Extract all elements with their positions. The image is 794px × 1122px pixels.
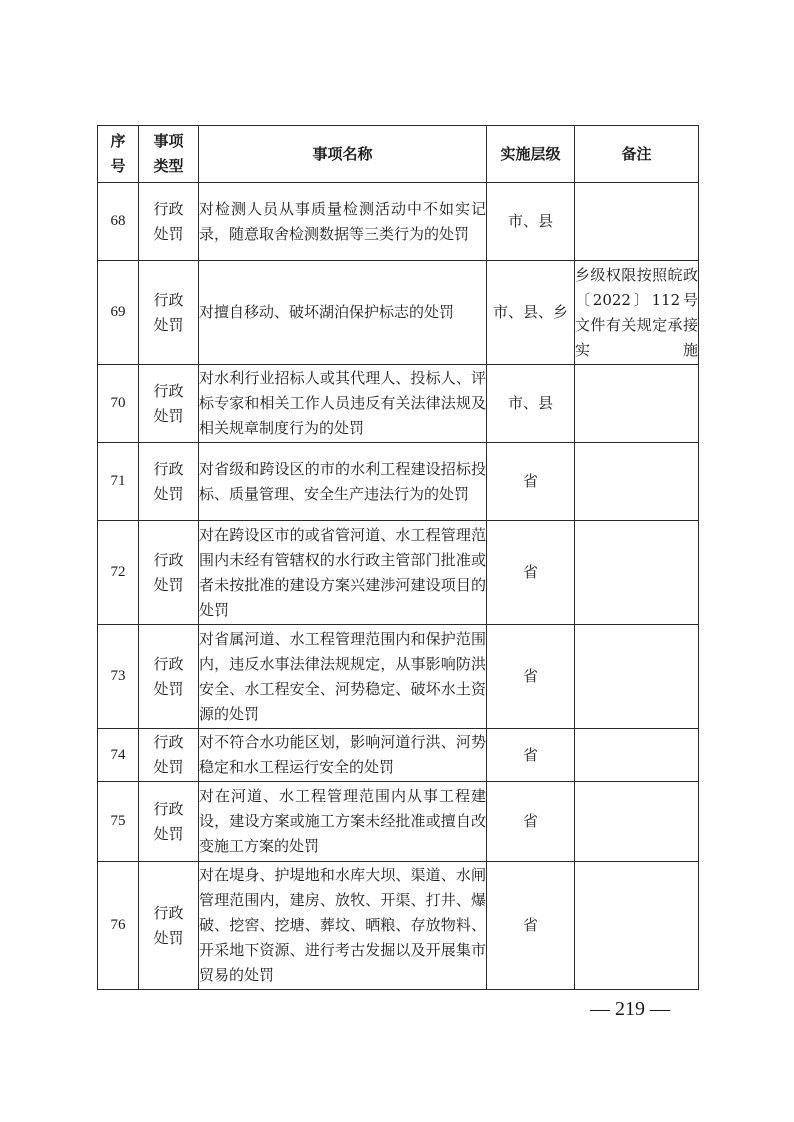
header-level: 实施层级 (487, 126, 575, 183)
row-note (575, 443, 699, 521)
matters-table (97, 125, 699, 990)
row-note (575, 729, 699, 782)
row-type: 行政处罚 (139, 729, 199, 782)
row-no: 68 (98, 183, 139, 261)
row-type: 行政处罚 (139, 443, 199, 521)
row-name: 对省属河道、水工程管理范围内和保护范围内，违反水事法律法规规定，从事影响防洪安全、水工程安全、河势稳定、破坏水土资源的处罚 (199, 625, 487, 729)
row-no: 73 (98, 625, 139, 729)
row-name: 对在堤身、护堤地和水库大坝、渠道、水闸管理范围内，建房、放牧、开渠、打井、爆破、挖窖、挖塘、葬坟、晒粮、存放物料、开采地下资源、进行考古发掘以及开展集市贸易的处罚 (199, 862, 487, 990)
row-type: 行政处罚 (139, 782, 199, 862)
row-no: 71 (98, 443, 139, 521)
row-no: 70 (98, 365, 139, 443)
page-number: — 219 — (590, 998, 670, 1020)
row-note: 乡级权限按照皖政〔2022〕112号文件有关规定承接实施 (575, 261, 699, 365)
row-name: 对在跨设区市的或省管河道、水工程管理范围内未经有管辖权的水行政主管部门批准或者未按批准的建设方案兴建涉河建设项目的处罚 (199, 521, 487, 625)
row-no: 75 (98, 782, 139, 862)
header-no: 序号 (98, 126, 139, 183)
row-type: 行政处罚 (139, 261, 199, 365)
row-no: 74 (98, 729, 139, 782)
row-type: 行政处罚 (139, 521, 199, 625)
header-row (98, 126, 699, 183)
table-row (98, 365, 699, 443)
header-type: 事项类型 (139, 126, 199, 183)
table-row (98, 261, 699, 365)
header-name: 事项名称 (199, 126, 487, 183)
row-type: 行政处罚 (139, 862, 199, 990)
row-note (575, 782, 699, 862)
row-type: 行政处罚 (139, 625, 199, 729)
row-note (575, 521, 699, 625)
row-level: 省 (487, 443, 575, 521)
row-level: 市、县、乡 (487, 261, 575, 365)
row-no: 72 (98, 521, 139, 625)
row-name: 对检测人员从事质量检测活动中不如实记录，随意取舍检测数据等三类行为的处罚 (199, 183, 487, 261)
table-row (98, 521, 699, 625)
row-name: 对不符合水功能区划，影响河道行洪、河势稳定和水工程运行安全的处罚 (199, 729, 487, 782)
row-level: 省 (487, 782, 575, 862)
row-name: 对省级和跨设区的市的水利工程建设招标投标、质量管理、安全生产违法行为的处罚 (199, 443, 487, 521)
row-note (575, 625, 699, 729)
row-no: 69 (98, 261, 139, 365)
row-name: 对在河道、水工程管理范围内从事工程建设，建设方案或施工方案未经批准或擅自改变施工方案的处罚 (199, 782, 487, 862)
table-row (98, 729, 699, 782)
table-row (98, 183, 699, 261)
table-row (98, 625, 699, 729)
row-level: 省 (487, 862, 575, 990)
row-note (575, 365, 699, 443)
table-row (98, 443, 699, 521)
row-no: 76 (98, 862, 139, 990)
row-type: 行政处罚 (139, 365, 199, 443)
row-level: 市、县 (487, 365, 575, 443)
row-level: 省 (487, 521, 575, 625)
row-note (575, 183, 699, 261)
row-note (575, 862, 699, 990)
table-row (98, 782, 699, 862)
row-type: 行政处罚 (139, 183, 199, 261)
row-level: 市、县 (487, 183, 575, 261)
row-name: 对水利行业招标人或其代理人、投标人、评标专家和相关工作人员违反有关法律法规及相关规章制度行为的处罚 (199, 365, 487, 443)
row-level: 省 (487, 625, 575, 729)
header-note: 备注 (575, 126, 699, 183)
row-name: 对擅自移动、破坏湖泊保护标志的处罚 (199, 261, 487, 365)
table-row (98, 862, 699, 990)
row-level: 省 (487, 729, 575, 782)
